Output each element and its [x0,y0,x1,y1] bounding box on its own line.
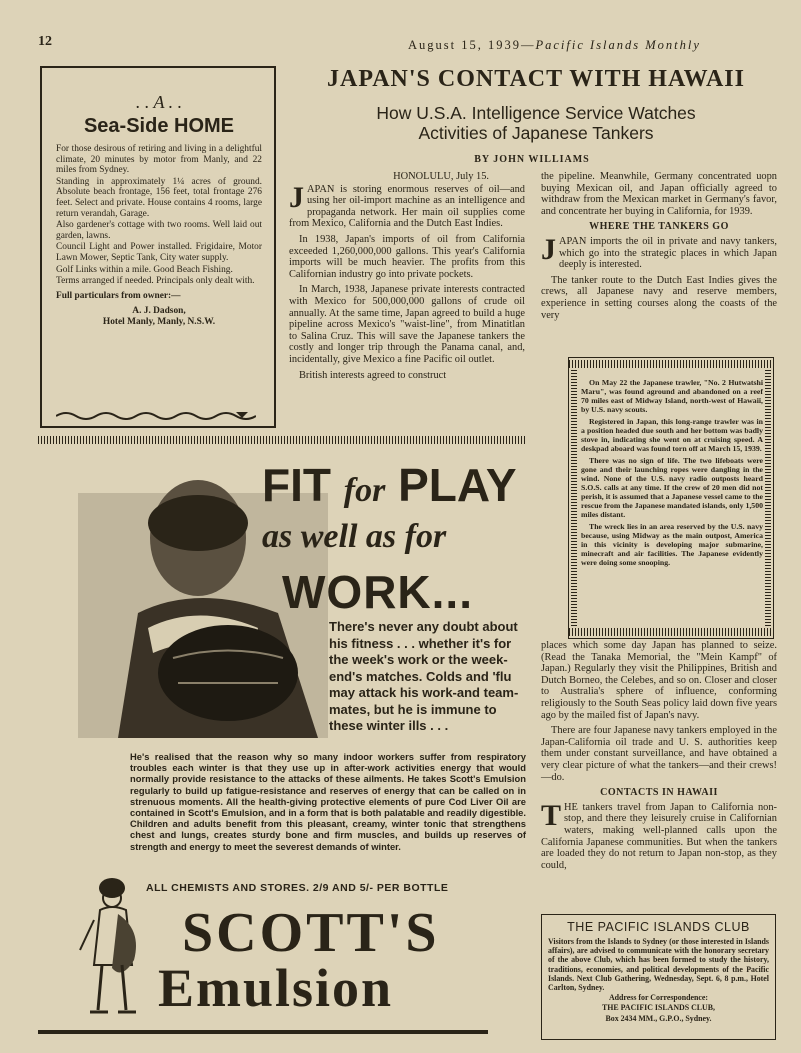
club-address-label: Address for Correspondence: [608,993,709,1003]
article-byline: BY JOHN WILLIAMS [474,154,590,165]
scotts-tagline: There's never any doubt about his fitness . . . whether it's for the week's work or the week-end's matches. Colds and 'flu may attack his work-and team-mates, but he is immune to these winter ills . . . [329,619,519,733]
article-headline: JAPAN'S CONTACT WITH HAWAII [327,66,745,92]
club-address-2: Box 2434 MM., G.P.O., Sydney. [605,1013,712,1023]
seaside-para: Also gardener's cottage with two rooms. Well laid out garden, lawns. [56,220,262,241]
box-border-top [569,360,773,368]
paragraph: In March, 1938, Japanese private interests contracted with Mexico for 500,000,000 gallons of crude oil annually. At the same time, Japan agreed to build a huge pipeline across Mexico's "waist-line", from Minatitlan to Salina Cruz. This will save the Japanese tankers the costly and longer trip through the Panama canal, and, incidentally, give Mexico a fine Pacific oil outlet. [289,284,525,365]
section-divider [38,436,525,444]
article-column-2 [541,171,777,325]
pacific-islands-club-box [541,914,776,1040]
paragraph: places which some day Japan has planned to seize. (Read the Tanaka Memorial, the "Mein Kampf" of Japan.) Regularly they visit the Philippines, British and Dutch Borneo, the Celebes, and so on. Closer and closer to Australia's sphere of influence, conforming religiously to the South Seas policy laid down five years ago by the mailed fist of Japan's navy. [541,640,777,721]
paragraph: British interests agreed to construct [299,369,447,381]
waves-ornament-icon [56,410,256,420]
drop-cap: J [541,232,556,266]
running-head [408,38,701,53]
emulsion-brand: Emulsion [158,958,394,1018]
drop-cap: T [541,798,562,832]
seaside-para: Terms arranged if needed. Principals only dealt with. [56,276,255,287]
seaside-ornament: . . A . . [135,92,183,112]
work-heading: WORK... [282,566,473,618]
dateline: HONOLULU, July 15. [393,171,489,182]
running-head-date: August 15, 1939— [408,38,536,52]
box-paragraph: The wreck lies in an area reserved by the U.S. navy because, using Midway as the main outpost, America in this vicinity is developing major submarine, minecraft and air facilities. The Japanese evidently were doing some snooping. [581,522,763,567]
lead-paragraph [289,180,525,230]
lead-text: APAN is storing enormous reserves of oil—and using her oil-import machine as an intelligence and propaganda network. Her main oil supplies come from Mexico, California and the Dutch East Indies. [289,183,525,230]
paragraph: There are four Japanese navy tankers employed in the Japan-California oil trade and U. S. authorities keep them under constant surveillance, and have obtained a very clear picture of what the tankers—and their crews!—do. [541,725,777,783]
subhead-line-1: How U.S.A. Intelligence Service Watches [376,103,696,123]
paragraph-text: APAN imports the oil in private and navy tankers, which go into the strategic places in which Japan deeply is interested. [559,235,777,271]
drop-cap: J [289,180,304,214]
fit-for-play-heading [262,459,517,514]
seaside-para: Golf Links within a mile. Good Beach Fishing. [56,264,233,275]
page-number: 12 [38,34,52,49]
article-column-3 [541,640,777,875]
fit-text: FIT [262,459,331,511]
seaside-full-particulars: Full particulars from owner:— [56,290,181,301]
box-border-right [765,370,771,626]
ad-bottom-rule [38,1030,488,1034]
paragraph: In 1938, Japan's imports of oil from California exceeded 1,260,000,000 gallons. This year's California imports will be much heavier. The profits from this Californian industry go into private pockets. [289,233,525,280]
seaside-ad-title: Sea-Side HOME [83,115,235,137]
play-text: PLAY [398,459,517,511]
box-paragraph: Registered in Japan, this long-range trawler was in a position headed due south and her bottom was badly stove in, indicating she went on at cruising speed. A deskpad aboard was found torn off at March 15, 1939. [581,417,763,453]
as-well-as-for: as well as for [262,518,447,555]
seaside-home-ad [40,66,276,428]
running-head-publication: Pacific Islands Monthly [535,38,701,52]
seaside-para: Standing in approximately 1¼ acres of ground. Absolute beach frontage, 156 feet, total frontage 276 feet. Select and private. House contains 4 rooms, large return verandah, Garage. [56,176,262,219]
scotts-body-copy: He's realised that the reason why so many indoor workers suffer from respiratory troubles each winter is that they use up in after-work activities energy that would normally provide resistance to the attacks of these ailments. He takes Scott's Emulsion regularly to build up fatigue-resistance and reserves of energy that can be called on in strenuous moments. All the health-giving protective elements of pure Cod Liver Oil are contained in Scott's Emulsion, and in a form that is both palatable and readily digestible. Children and adults benefit from this pleasant, creamy, winter tonic that strengthens chest and lungs, creates sturdy bone and firm muscles, and builds up reserves of strength and energy to meet the severest demands of winter. [130,751,526,852]
seaside-owner [56,306,262,328]
paragraph-text: HE tankers travel from Japan to California non-stop, and there they leisurely cruise in Californian waters, making well-planned calls upon the California Japanese communities. But when the tankers are loaded they do not return to Japan non-stop, as they could, [541,801,777,871]
paragraph [541,232,777,271]
box-paragraph: On May 22 the Japanese trawler, "No. 2 Hutwatshi Maru", was found aground and abandoned on a reef 70 miles east of Midway Island, north-west of Hawaii, by U.S. navy scouts. [581,378,763,414]
paragraph [541,798,777,872]
box-paragraph: There was no sign of life. The two lifeboats were gone and their launching ropes were dangling in the wind. None of the U.S. navy radio outposts heard S.O.S. calls at any time. If the crew of 20 men did not perish, it is assumed that a Japanese vessel came to the rescue from the Japanese mandated islands, only 1,500 miles distant. [581,456,763,519]
section-heading: WHERE THE TANKERS GO [589,221,729,233]
for-text: for [343,472,386,509]
owner-address: Hotel Manly, Manly, N.S.W. [102,316,216,327]
subhead-line-2: Activities of Japanese Tankers [418,123,654,143]
club-title: THE PACIFIC ISLANDS CLUB [567,920,750,934]
box-border-left [571,370,577,626]
owner-name: A. J. Dadson, [132,305,186,316]
article-subhead [286,103,786,143]
article-column-1 [289,171,525,385]
scotts-price-line: ALL CHEMISTS AND STORES. 2/9 AND 5/- PER BOTTLE [146,882,449,894]
club-body: Visitors from the Islands to Sydney (or those interested in Islands affairs), are advised to communicate with the honorary secretary of the above Club, which has been formed to study the history, traditions, economies, and political developments of the Pacific Islands. Next Club Gathering, Wednesday, Sept. 6, 8 p.m., Hotel Carlton, Sydney. [548,937,769,993]
paragraph: The tanker route to the Dutch East Indies gives the crews, all Japanese navy and reserve members, experience in setting courses along the coasts of the very [541,274,777,321]
scotts-brand: SCOTT'S [182,902,440,964]
seaside-para: For those desirous of retiring and living in a delightful climate, 20 minutes by motor from Manly, and 22 miles from Sydney. [56,144,262,176]
fisherman-logo-icon [72,870,152,1020]
paragraph: the pipeline. Meanwhile, Germany concentrated uopn buying Mexican oil, and Japan officially agreed to withdraw from the Mexican market in Germany's favor, and concentrate her buying in California, for 1939. [541,171,777,217]
club-address-1: THE PACIFIC ISLANDS CLUB, [602,1003,715,1013]
box-border-bottom [569,628,773,636]
section-heading: CONTACTS IN HAWAII [600,787,718,799]
trawler-sidebar-box [568,357,774,639]
seaside-para: Council Light and Power installed. Frigidaire, Motor Lawn Mower, Septic Tank, City water supply. [56,242,262,263]
